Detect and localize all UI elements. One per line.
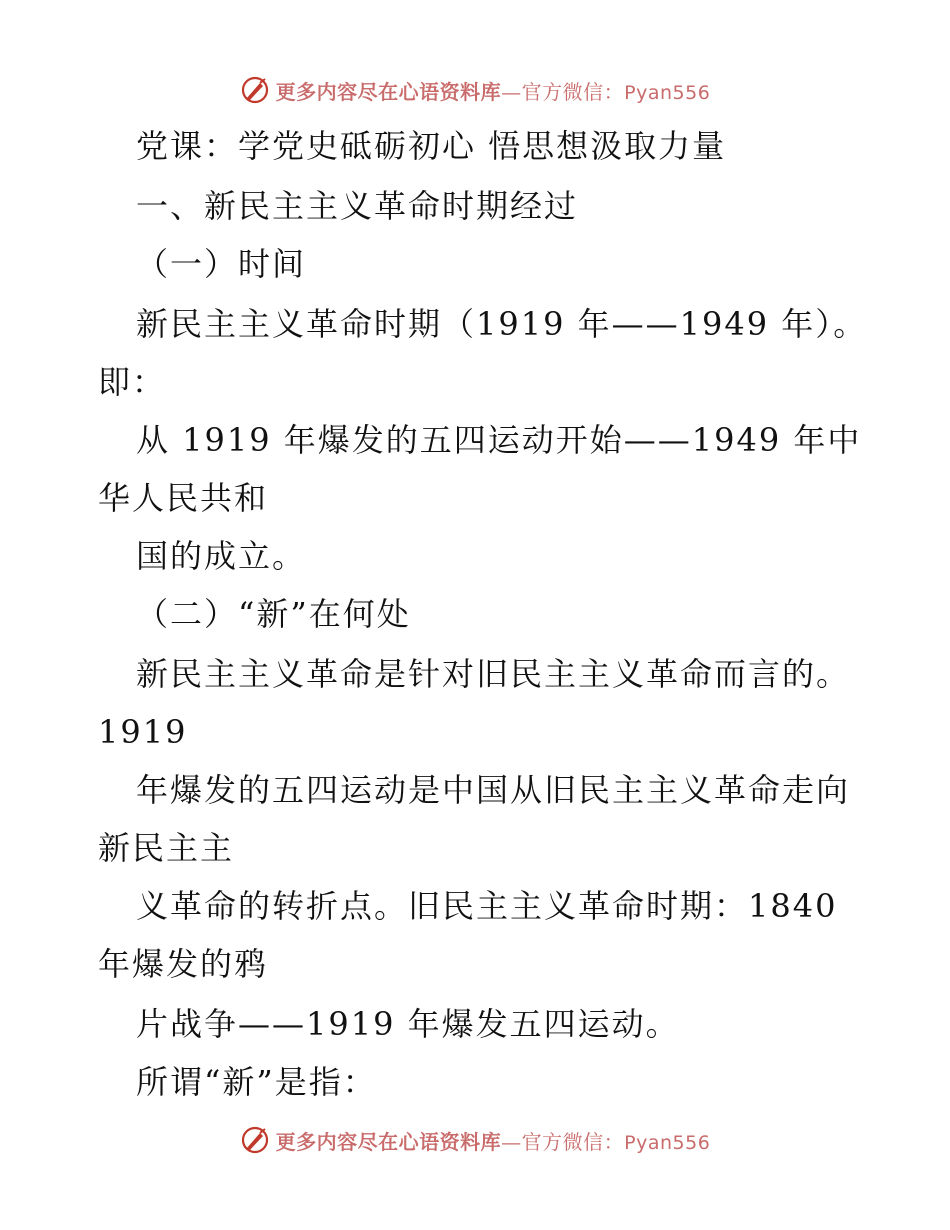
quill-circle-icon: [240, 75, 270, 105]
paragraph-line: 新民主主义革命时期（1919 年——1949 年）。: [136, 305, 868, 343]
paragraph-line: 所谓“新”是指：: [136, 1063, 377, 1101]
watermark-text: 更多内容尽在心语资料库—官方微信：Pyan556: [275, 1129, 711, 1154]
paragraph-line: 从 1919 年爆发的五四运动开始——1949 年中: [136, 421, 862, 459]
paragraph-line: 义革命的转折点。旧民主主义革命时期：1840: [136, 887, 838, 925]
paragraph-line: 华人民共和: [98, 479, 269, 517]
quill-circle-icon: [240, 1125, 270, 1155]
paragraph-line: 片战争——1919 年爆发五四运动。: [136, 1005, 680, 1043]
paragraph-line: 国的成立。: [136, 537, 307, 575]
paragraph-line: 1919: [98, 713, 188, 751]
subsection-heading: （一）时间: [136, 245, 307, 283]
paragraph-line: 新民主主: [98, 829, 235, 867]
section-heading: 一、新民主主义革命时期经过: [136, 187, 579, 225]
paragraph-line: 年爆发的鸦: [98, 945, 269, 983]
paragraph-line: 年爆发的五四运动是中国从旧民主主义革命走向: [136, 771, 851, 809]
watermark-text: 更多内容尽在心语资料库—官方微信：Pyan556: [275, 79, 711, 104]
footer-watermark: [0, 1120, 950, 1160]
paragraph-line: 新民主主义革命是针对旧民主主义革命而言的。: [136, 655, 851, 693]
header-watermark: [0, 70, 950, 110]
paragraph-line: 即：: [98, 363, 167, 401]
subsection-heading: （二）“新”在何处: [136, 595, 411, 633]
document-title: 党课：学党史砥砺初心 悟思想汲取力量: [136, 127, 727, 165]
